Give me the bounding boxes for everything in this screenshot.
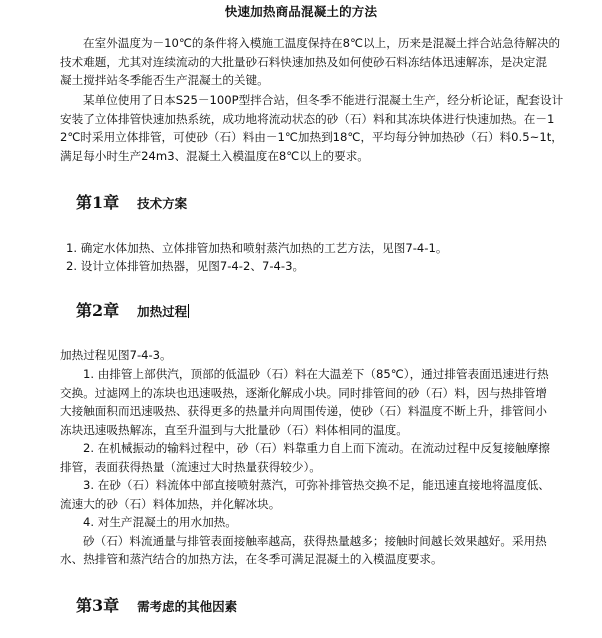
text-line: 安装了立体排管快速加热系统，成功地将流动状态的砂（石）料和其冻块体进行快速加热。在－1	[60, 111, 555, 126]
chapter-title: 加热过程	[137, 304, 188, 319]
chapter-2-body	[60, 365, 570, 569]
text-line: 3. 在砂（石）料流体中部直接喷射蒸汽，可弥补排管热交换不足，能迅速直接地将温度低、	[83, 478, 550, 492]
text-line: 2℃时采用立体排管，可使砂（石）料由－1℃加热到18℃，平均每分钟加热砂（石）料0.5~1t，	[60, 130, 563, 144]
text-line: 水、热排管和蒸汽结合的加热方法，在冬季可满足混凝土的入模温度要求。	[60, 552, 443, 566]
chapter-1-list	[66, 239, 576, 275]
text-cursor	[188, 304, 189, 318]
chapter-2-heading	[76, 301, 189, 322]
list-item: 2. 设计立体排管加热器，见图7-4-2、7-4-3。	[66, 259, 305, 273]
text-line: 交换。过滤网上的冻块也迅速吸热，逐渐化解成小块。同时排管间的砂（石）料，因与热排管增	[60, 385, 547, 400]
text-line: 砂（石）料流通量与排管表面接触率越高，获得热量越多；接触时间越长效果越好。采用热	[83, 533, 547, 548]
text-line: 在室外温度为－10℃的条件将入模施工温度保持在8℃以上，历来是混凝土拌合站急待解决的	[83, 36, 561, 50]
intro-paragraph-2	[60, 91, 570, 165]
text-line: 技术难题，尤其对连续流动的大批量砂石料快速加热及如何使砂石料冻结体迅速解冻，是决定混	[60, 54, 547, 69]
text-line: 加热过程见图7-4-3。	[60, 348, 172, 362]
text-line: 流速大的砂（石）料体加热，并化解冰块。	[60, 496, 281, 511]
text-line: 4. 对生产混凝土的用水加热。	[83, 515, 237, 529]
chapter-title: 需考虑的其他因素	[137, 599, 238, 614]
text-line: 1. 由排管上部供汽，顶部的低温砂（石）料在大温差下（85℃），通过排管表面迅速进行热	[83, 367, 549, 381]
intro-paragraph-1	[60, 34, 570, 90]
text-line: 2. 在机械振动的输料过程中，砂（石）料靠重力自上而下流动。在流动过程中反复接触摩擦	[83, 441, 550, 455]
text-line: 排管，表面获得热量（流速过大时热量获得较少）。	[60, 459, 321, 474]
chapter-number: 第3章	[76, 596, 120, 615]
text-line: 某单位使用了日本S25－100P型拌合站，但冬季不能进行混凝土生产，经分析论证，配套设计	[83, 93, 564, 107]
text-line: 凝土搅拌站冬季能否生产混凝土的关键。	[60, 73, 269, 87]
chapter-number: 第1章	[76, 193, 120, 212]
chapter-1-heading	[76, 193, 187, 214]
chapter-title: 技术方案	[137, 196, 188, 211]
chapter-2-lead	[60, 346, 570, 365]
chapter-3-heading	[76, 596, 237, 617]
list-item: 1. 确定水体加热、立体排管加热和喷射蒸汽加热的工艺方法，见图7-4-1。	[66, 241, 448, 255]
chapter-number: 第2章	[76, 301, 120, 320]
text-line: 大接触面积而迅速吸热、获得更多的热量并向周围传递，使砂（石）料温度不断上升，排管间小	[60, 404, 547, 418]
text-line: 满足每小时生产24m3、混凝土入模温度在8℃以上的要求。	[60, 148, 369, 163]
document-title: 快速加热商品混凝土的方法	[224, 4, 378, 19]
text-line: 冻块迅速吸热解冻，直至升温到与大批量砂（石）料体相同的温度。	[60, 422, 408, 437]
